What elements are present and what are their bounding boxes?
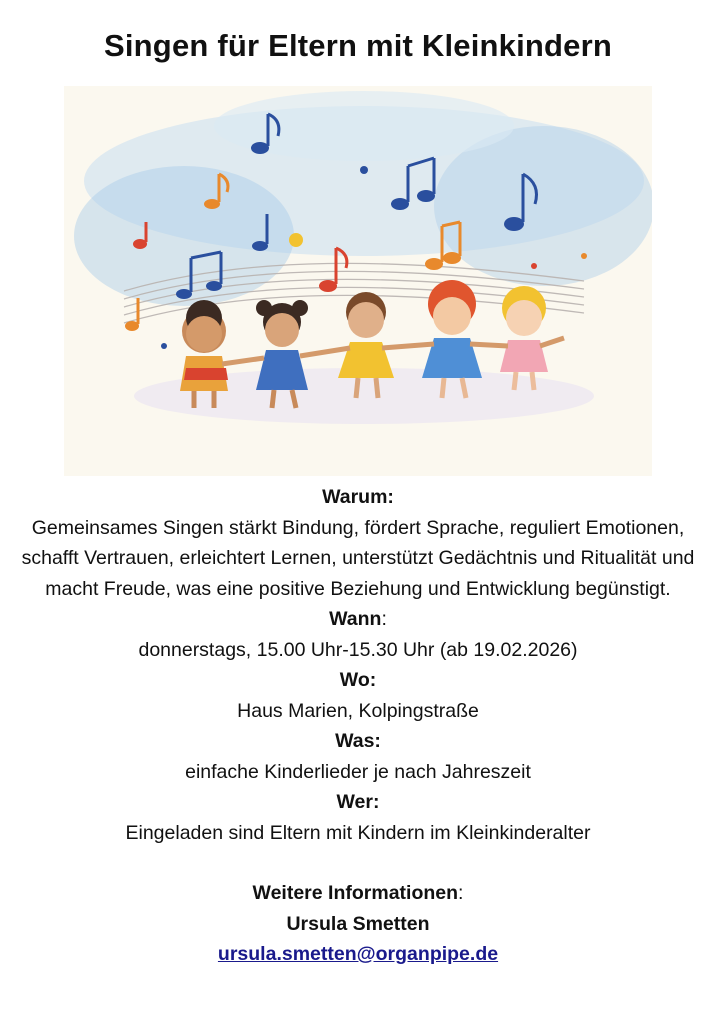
wer-text: Eingeladen sind Eltern mit Kindern im Kleinkinderalter <box>125 821 591 844</box>
wer-heading: Wer: <box>336 791 380 813</box>
event-details <box>20 482 696 970</box>
children-singing-illustration <box>64 86 652 476</box>
contact-email-link[interactable]: ursula.smetten@organpipe.de <box>217 943 499 965</box>
contact-name: Ursula Smetten <box>286 912 430 935</box>
wann-heading-line <box>20 604 696 635</box>
was-text: einfache Kinderlieder je nach Jahreszeit <box>185 760 531 783</box>
was-heading: Was: <box>335 730 381 752</box>
warum-heading: Warum: <box>322 486 394 508</box>
wo-heading: Wo: <box>339 669 377 691</box>
page-title: Singen für Eltern mit Kleinkindern <box>103 28 613 63</box>
hero-illustration <box>64 86 652 476</box>
contact-heading-line <box>20 878 696 909</box>
contact-heading: Weitere Informationen <box>252 882 459 904</box>
warum-text: Gemeinsames Singen stärkt Bindung, fördert Sprache, reguliert Emotionen, schafft Vertrauen, erleichtert Lernen, unterstützt Gedächtnis und Ritualität und macht Freude, was eine positive Beziehung und Entwicklung begünstigt. <box>21 516 695 600</box>
wann-heading-colon: : <box>381 608 387 630</box>
spacer <box>20 848 696 878</box>
contact-heading-colon: : <box>458 882 464 904</box>
wann-text: donnerstags, 15.00 Uhr-15.30 Uhr (ab 19.02.2026) <box>138 638 578 661</box>
wo-text: Haus Marien, Kolpingstraße <box>237 699 479 722</box>
wann-heading: Wann <box>329 608 382 630</box>
